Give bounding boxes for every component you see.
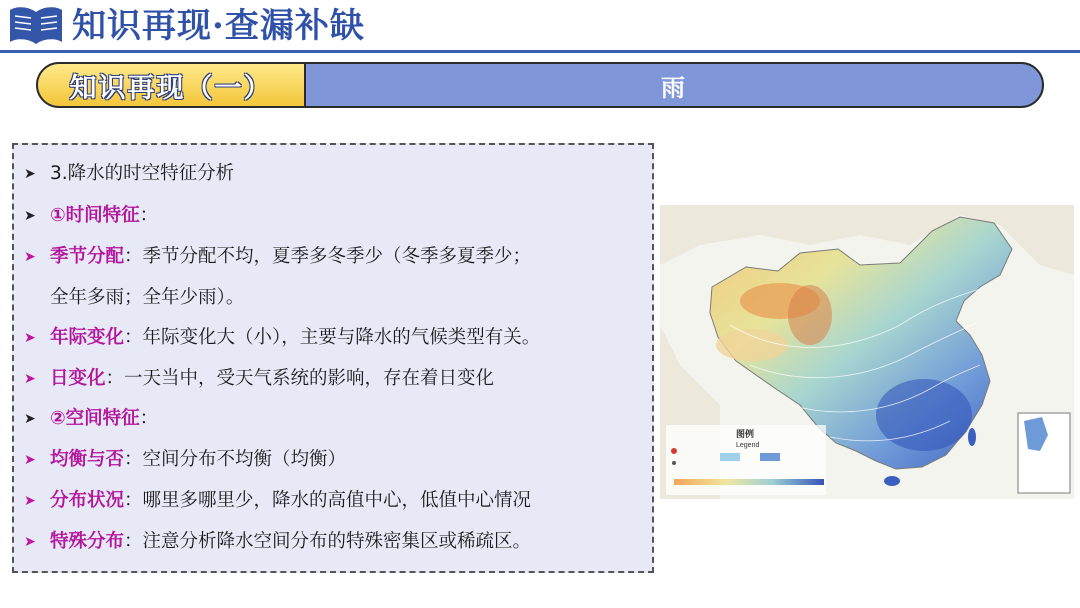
arrow-bullet-icon: ➤ xyxy=(24,330,36,346)
page-title: 知识再现·查漏补缺 xyxy=(72,6,365,46)
balance-key: 均衡与否 xyxy=(50,449,125,470)
interannual-text: ：年际变化大（小），主要与降水的气候类型有关。 xyxy=(124,327,541,348)
list-item xyxy=(24,323,540,353)
section-topic-box xyxy=(304,64,1042,106)
colon-text: ： xyxy=(139,205,159,226)
arrow-bullet-icon: ➤ xyxy=(24,534,36,550)
precipitation-map xyxy=(660,205,1074,499)
arrow-bullet-icon: ➤ xyxy=(24,452,36,468)
list-item xyxy=(24,527,531,557)
colon-text: ： xyxy=(139,408,159,429)
season-text-cont: 全年多雨；全年少雨）。 xyxy=(50,287,245,308)
arrow-bullet-icon: ➤ xyxy=(24,249,36,265)
season-text: ：季节分配不均，夏季多冬季少（冬季多夏季少； xyxy=(124,246,532,267)
list-item xyxy=(24,201,158,231)
map-legend-subtitle: Legend xyxy=(736,442,760,449)
section-topic: 雨 xyxy=(661,73,685,102)
list-item xyxy=(24,445,346,475)
list-item xyxy=(24,486,531,516)
daily-text: ：一天当中，受天气系统的影响，存在着日变化 xyxy=(105,368,495,389)
book-icon xyxy=(6,4,66,48)
daily-key: 日变化 xyxy=(50,368,106,389)
distribution-text: ：哪里多哪里少，降水的高值中心，低值中心情况 xyxy=(124,490,532,511)
time-heading: ①时间特征 xyxy=(50,205,140,226)
special-text: ：注意分析降水空间分布的特殊密集区或稀疏区。 xyxy=(124,531,532,552)
list-item-continuation xyxy=(50,283,244,313)
list-item xyxy=(24,364,494,394)
map-legend-title: 图例 xyxy=(736,429,755,439)
space-heading: ②空间特征 xyxy=(50,408,140,429)
arrow-bullet-icon: ➤ xyxy=(24,411,36,427)
header-divider xyxy=(0,50,1080,53)
heading-text: 3.降水的时空特征分析 xyxy=(50,163,235,184)
arrow-bullet-icon: ➤ xyxy=(24,166,36,182)
list-item xyxy=(24,242,531,272)
season-key: 季节分配 xyxy=(50,246,125,267)
arrow-bullet-icon: ➤ xyxy=(24,371,36,387)
balance-text: ：空间分布不均衡（均衡） xyxy=(124,449,347,470)
interannual-key: 年际变化 xyxy=(50,327,125,348)
map-legend xyxy=(666,425,826,495)
section-label: 知识再现（一） xyxy=(69,72,273,104)
section-label-box xyxy=(38,64,306,106)
list-item xyxy=(24,404,158,434)
arrow-bullet-icon: ➤ xyxy=(24,493,36,509)
section-bar xyxy=(36,62,1044,108)
list-item xyxy=(24,159,234,189)
content-box xyxy=(12,143,654,573)
special-key: 特殊分布 xyxy=(50,531,125,552)
arrow-bullet-icon: ➤ xyxy=(24,208,36,224)
distribution-key: 分布状况 xyxy=(50,490,125,511)
